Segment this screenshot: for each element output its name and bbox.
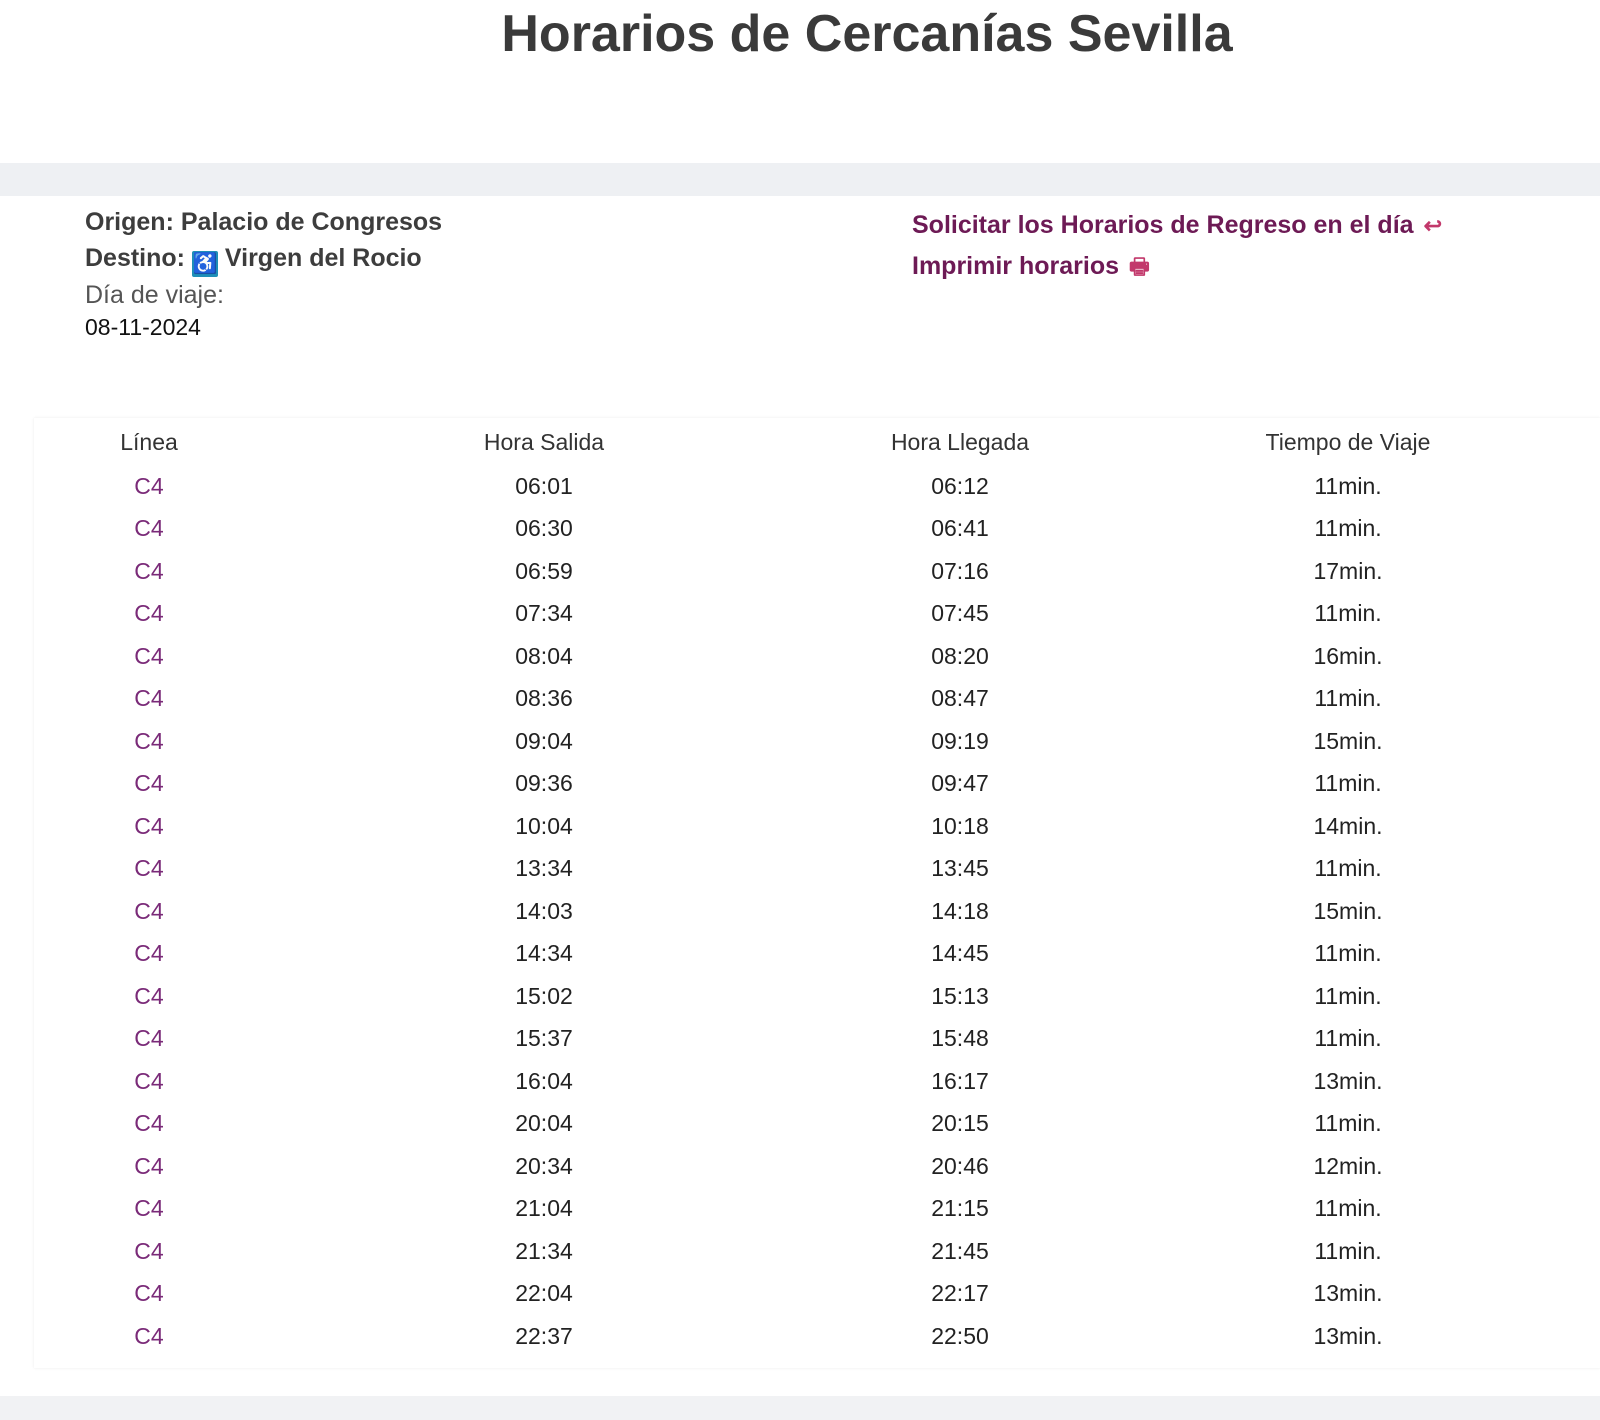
cell-duration: 14min. (1313, 812, 1383, 839)
table-row (34, 508, 1600, 551)
trip-info (85, 204, 442, 341)
cell-line[interactable]: C4 (134, 1280, 164, 1307)
table-header (34, 418, 1600, 465)
cell-departure: 14:34 (515, 940, 573, 967)
table-row (34, 1103, 1600, 1146)
date-value: 08-11-2024 (85, 314, 201, 340)
cell-arrival: 09:47 (931, 770, 989, 797)
cell-line[interactable]: C4 (134, 515, 164, 542)
cell-duration: 11min. (1314, 472, 1382, 499)
cell-line[interactable]: C4 (134, 1152, 164, 1179)
page-title: Horarios de Cercanías Sevilla (501, 5, 1233, 63)
cell-duration: 11min. (1314, 600, 1382, 627)
footer-band (0, 1396, 1600, 1420)
table-row (34, 593, 1600, 636)
cell-duration: 11min. (1314, 940, 1382, 967)
cell-arrival: 22:17 (931, 1280, 989, 1307)
cell-line[interactable]: C4 (134, 1067, 164, 1094)
cell-duration: 11min. (1314, 855, 1382, 882)
cell-arrival: 07:45 (931, 600, 989, 627)
cell-arrival: 14:45 (931, 940, 989, 967)
cell-duration: 13min. (1313, 1280, 1383, 1307)
cell-arrival: 22:50 (931, 1322, 989, 1349)
cell-line[interactable]: C4 (134, 727, 164, 754)
schedule-table (34, 418, 1600, 1358)
table-row (34, 890, 1600, 933)
cell-arrival: 14:18 (931, 897, 989, 924)
cell-arrival: 06:12 (931, 472, 989, 499)
cell-line[interactable]: C4 (134, 770, 164, 797)
table-row (34, 848, 1600, 891)
cell-arrival: 21:45 (931, 1237, 989, 1264)
cell-duration: 11min. (1314, 515, 1382, 542)
cell-departure: 14:03 (515, 897, 573, 924)
table-row (34, 763, 1600, 806)
cell-arrival: 21:15 (931, 1195, 989, 1222)
cell-line[interactable]: C4 (134, 982, 164, 1009)
cell-departure: 06:30 (515, 515, 573, 542)
cell-duration: 11min. (1314, 770, 1382, 797)
cell-duration: 15min. (1313, 897, 1383, 924)
cell-duration: 11min. (1314, 685, 1382, 712)
cell-departure: 15:02 (515, 982, 573, 1009)
cell-line[interactable]: C4 (134, 642, 164, 669)
cell-duration: 11min. (1314, 1237, 1382, 1264)
cell-departure: 08:36 (515, 685, 573, 712)
cell-arrival: 08:47 (931, 685, 989, 712)
destination-label: Destino: (85, 244, 185, 272)
table-row (34, 1060, 1600, 1103)
table-row (34, 465, 1600, 508)
cell-duration: 15min. (1313, 727, 1383, 754)
cell-duration: 11min. (1314, 982, 1382, 1009)
table-row (34, 635, 1600, 678)
cell-departure: 06:59 (515, 557, 573, 584)
table-row (34, 1273, 1600, 1316)
cell-duration: 11min. (1314, 1110, 1382, 1137)
table-row (34, 975, 1600, 1018)
table-row (34, 933, 1600, 976)
cell-line[interactable]: C4 (134, 557, 164, 584)
cell-departure: 15:37 (515, 1025, 573, 1052)
table-row (34, 678, 1600, 721)
cell-duration: 16min. (1313, 642, 1383, 669)
table-row (34, 1018, 1600, 1061)
header-duration: Tiempo de Viaje (1265, 428, 1431, 455)
wheelchair-icon: ♿ (192, 253, 218, 275)
cell-departure: 21:34 (515, 1237, 573, 1264)
print-schedule-link[interactable] (912, 246, 1442, 287)
cell-line[interactable]: C4 (134, 1237, 164, 1264)
printer-icon: 🖶 (1129, 254, 1150, 279)
return-link-label: Solicitar los Horarios de Regreso en el día (912, 211, 1414, 239)
table-row (34, 550, 1600, 593)
cell-line[interactable]: C4 (134, 1322, 164, 1349)
cell-arrival: 10:18 (931, 812, 989, 839)
cell-arrival: 06:41 (931, 515, 989, 542)
cell-departure: 08:04 (515, 642, 573, 669)
table-row (34, 1230, 1600, 1273)
cell-line[interactable]: C4 (134, 897, 164, 924)
cell-arrival: 20:15 (931, 1110, 989, 1137)
cell-duration: 17min. (1313, 557, 1383, 584)
header-arrival: Hora Llegada (890, 428, 1030, 455)
cell-arrival: 16:17 (931, 1067, 989, 1094)
cell-departure: 22:37 (515, 1322, 573, 1349)
cell-arrival: 15:13 (931, 982, 989, 1009)
cell-line[interactable]: C4 (134, 1195, 164, 1222)
header-departure: Hora Salida (483, 428, 605, 455)
cell-duration: 12min. (1313, 1152, 1383, 1179)
date-label: Día de viaje: (85, 281, 224, 309)
cell-line[interactable]: C4 (134, 1025, 164, 1052)
cell-arrival: 13:45 (931, 855, 989, 882)
print-link-label: Imprimir horarios (912, 252, 1119, 280)
cell-departure: 07:34 (515, 600, 573, 627)
cell-line[interactable]: C4 (134, 600, 164, 627)
cell-line[interactable]: C4 (134, 812, 164, 839)
cell-duration: 13min. (1313, 1067, 1383, 1094)
cell-line[interactable]: C4 (134, 472, 164, 499)
cell-duration: 11min. (1314, 1195, 1382, 1222)
table-row (34, 1145, 1600, 1188)
cell-departure: 16:04 (515, 1067, 573, 1094)
divider-band (0, 163, 1600, 196)
cell-departure: 09:04 (515, 727, 573, 754)
return-schedule-link[interactable] (912, 205, 1442, 246)
table-row (34, 1188, 1600, 1231)
header-line: Línea (120, 428, 178, 455)
actions (912, 205, 1442, 287)
schedule-table-card (34, 418, 1600, 1368)
cell-line[interactable]: C4 (134, 685, 164, 712)
table-row (34, 720, 1600, 763)
cell-duration: 13min. (1313, 1322, 1383, 1349)
cell-departure: 10:04 (515, 812, 573, 839)
cell-line[interactable]: C4 (134, 940, 164, 967)
cell-departure: 06:01 (515, 472, 573, 499)
cell-departure: 13:34 (515, 855, 573, 882)
origin-label: Origen: (85, 208, 174, 236)
cell-arrival: 20:46 (931, 1152, 989, 1179)
cell-arrival: 15:48 (931, 1025, 989, 1052)
cell-arrival: 08:20 (931, 642, 989, 669)
origin-value: Palacio de Congresos (180, 208, 443, 236)
cell-departure: 20:34 (515, 1152, 573, 1179)
cell-departure: 09:36 (515, 770, 573, 797)
cell-departure: 22:04 (515, 1280, 573, 1307)
cell-departure: 20:04 (515, 1110, 573, 1137)
cell-arrival: 09:19 (931, 727, 989, 754)
cell-duration: 11min. (1314, 1025, 1382, 1052)
cell-line[interactable]: C4 (134, 1110, 164, 1137)
return-arrow-icon: ↩ (1423, 213, 1442, 238)
cell-arrival: 07:16 (931, 557, 989, 584)
cell-departure: 21:04 (515, 1195, 573, 1222)
table-row (34, 805, 1600, 848)
table-row (34, 1315, 1600, 1358)
cell-line[interactable]: C4 (134, 855, 164, 882)
destination-value: Virgen del Rocio (224, 244, 422, 272)
